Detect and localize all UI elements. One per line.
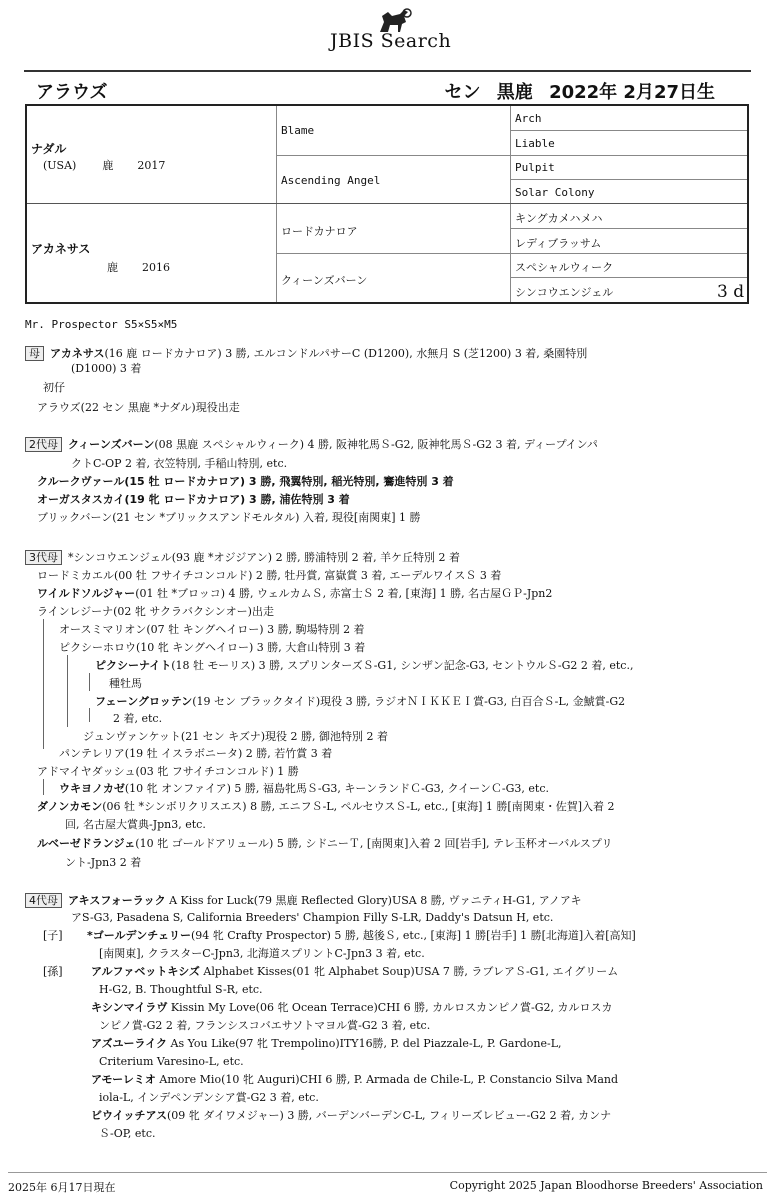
- third-dam-text: (19 セン ブラックタイド)現役 3 勝, ラジオＮＩＫＫＥＩ賞-G3, 白百合Ｓ-L, 金鯱賞-G2: [192, 695, 626, 708]
- third-dam-text: アドマイヤダッシュ(03 牝 フサイチコンコルド) 1 勝: [37, 765, 299, 778]
- third-dam-text: ラインレジーナ(02 牝 サクラバクシンオー)出走: [37, 605, 274, 618]
- fourth-dam-name: アモーレミオ: [91, 1073, 156, 1086]
- pedigree-gen3-cell: Liable: [515, 137, 555, 150]
- pedigree-gen2-cell: Blame: [281, 124, 315, 137]
- pedigree-gen3-cell: スペシャルウィーク: [515, 261, 614, 274]
- sire-year: 2017: [137, 159, 166, 172]
- fourth-dam-text: Kissin My Love(06 牝 Ocean Terrace)CHI 6 勝, カルロスカンピノ賞-G2, カルロスカ: [167, 1001, 613, 1014]
- dam-line-name: アカネサス: [50, 347, 105, 360]
- fourth-dam-text: アS-G3, Pasadena S, California Breeders' Champion Filly S-LR, Daddy's Datsun H, etc.: [71, 911, 554, 924]
- fourth-dam-text: As You Like(97 牝 Trempolino)ITY16勝, P. del Piazzale-L, P. Gardone-L,: [167, 1037, 562, 1050]
- sire-color: 鹿: [102, 159, 114, 172]
- third-dam-text: オースミマリオン(07 牡 キングヘイロー) 3 勝, 駒場特別 2 着: [59, 623, 365, 636]
- third-dam-name: フェーングロッテン: [95, 695, 193, 708]
- dam-line-text: アラウズ(22 セン 黒鹿 *ナダル)現役出走: [37, 401, 240, 414]
- second-dam-text: クルークヴァール(15 牡 ロードカナロア) 3 勝, 飛翼特別, 稲光特別, 鶱進特別 3 着: [37, 475, 454, 488]
- second-dam-text: クトC-OP 2 着, 衣笠特別, 手稲山特別, etc.: [71, 457, 288, 470]
- inbreeding-note: Mr. Prospector S5×S5×M5: [25, 318, 178, 331]
- horse-birthdate: 2022年 2月27日生: [549, 82, 715, 103]
- jbis-logo: [330, 8, 460, 52]
- offspring-tag: [子]: [43, 929, 63, 942]
- fourth-dam-text: Alphabet Kisses(01 牝 Alphabet Soup)USA 7 勝, ラブレアＳ-G1, エイグリーム: [199, 965, 619, 978]
- fourth-dam-name: アキスフォーラック: [68, 894, 166, 907]
- third-dam-text: 2 着, etc.: [113, 712, 163, 725]
- report-date: 2025年 6月17日現在: [8, 1181, 116, 1194]
- third-dam-text: (10 牝 オンファイア) 5 勝, 福島牝馬Ｓ-G3, キーンランドＣ-G3, クイーンＣ-G3, etc.: [124, 782, 549, 795]
- fourth-dam-text: A Kiss for Luck(79 黒鹿 Reflected Glory)USA 8 勝, ヴァニティH-G1, アノアキ: [165, 894, 582, 907]
- fourth-dam-text: Ｓ-OP, etc.: [99, 1127, 156, 1140]
- third-dam-text: (18 牡 モーリス) 3 勝, スプリンターズＳ-G1, シンザン記念-G3, セントウルＳ-G2 2 着, etc.,: [171, 659, 634, 672]
- third-dam-text: ジュンヴァンケット(21 セン キズナ)現役 2 勝, 御池特別 2 着: [83, 730, 389, 743]
- footer-divider: [8, 1172, 767, 1173]
- fourth-dam-name: *ゴールデンチェリー: [87, 929, 191, 942]
- fourth-dam-name: アルファベットキシズ: [91, 965, 200, 978]
- third-dam-name: ピクシーナイト: [95, 659, 172, 672]
- section-tag: 3代母: [25, 550, 62, 565]
- fourth-dam-name: アズユーライク: [91, 1037, 168, 1050]
- section-tag: 母: [25, 346, 44, 361]
- pedigree-gen2-cell: クィーンズバーン: [281, 274, 368, 287]
- third-dam-text: パンテレリア(19 牡 イスラボニータ) 2 勝, 若竹賞 3 着: [59, 747, 333, 760]
- section-tag: 4代母: [25, 893, 62, 908]
- third-dam-name: ダノンカモン: [37, 800, 103, 813]
- dam-line-text: 初仔: [43, 381, 65, 394]
- third-dam-text: (01 牡 *ブロッコ) 4 勝, ウェルカムＳ, 赤富士Ｓ 2 着, [東海] 1 勝, 名古屋ＧＰ-Jpn2: [135, 587, 553, 600]
- sire-origin: (USA): [43, 159, 77, 172]
- family-number: 3 d: [717, 282, 745, 302]
- fourth-dam-text: ンピノ賞-G2 2 着, フランシスコバエサソトマヨル賞-G2 3 着, etc.: [99, 1019, 431, 1032]
- pedigree-gen3-cell: レディブラッサム: [515, 237, 602, 250]
- fourth-dam-text: (94 牝 Crafty Prospector) 5 勝, 越後Ｓ, etc., [東海] 1 勝[岩手] 1 勝[北海道]入着[高知]: [190, 929, 636, 942]
- fourth-dam-text: [南関東], クラスターC-Jpn3, 北海道スプリントC-Jpn3 3 着, etc.: [99, 947, 425, 960]
- fourth-dam-text: Amore Mio(10 牝 Auguri)CHI 6 勝, P. Armada de Chile-L, P. Constancio Silva Mand: [155, 1073, 619, 1086]
- dam-year: 2016: [142, 261, 170, 274]
- third-dam-text: (06 牡 *シンボリクリスエス) 8 勝, エニフＳ-L, ペルセウスＳ-L, etc., [東海] 1 勝[南関東・佐賀]入着 2: [102, 800, 615, 813]
- third-dam-text: 種牡馬: [109, 677, 142, 690]
- pedigree-gen3-cell: キングカメハメハ: [515, 212, 603, 225]
- dam-line-text: (16 鹿 ロードカナロア) 3 勝, エルコンドルパサーC (D1200), 水無月 S (芝1200) 3 着, 桑園特別: [104, 347, 588, 360]
- horse-name: アラウズ: [36, 82, 108, 103]
- header-divider: [24, 70, 751, 72]
- logo-text: JBIS Search: [330, 30, 452, 52]
- section-tag: 2代母: [25, 437, 62, 452]
- third-dam-text: 回, 名古屋大賞典-Jpn3, etc.: [65, 818, 206, 831]
- fourth-dam-name: キシンマイラヴ: [91, 1001, 168, 1014]
- third-dam-text: *シンコウエンジェル(93 鹿 *オジジアン) 2 勝, 勝浦特別 2 着, 羊ケ丘特別 2 着: [68, 551, 461, 564]
- dam-name: アカネサス: [31, 242, 91, 256]
- pedigree-sire: [31, 140, 165, 173]
- fourth-dam-text: H-G2, B. Thoughtful S-R, etc.: [99, 983, 263, 996]
- second-dam-text: オーガスタスカイ(19 牝 ロードカナロア) 3 勝, 浦佐特別 3 着: [37, 493, 350, 506]
- third-dam-name: ウキヨノカゼ: [59, 782, 125, 795]
- second-dam-text: ブリックバーン(21 セン *ブリックスアンドモルタル) 入着, 現役[南関東] 1 勝: [37, 511, 421, 524]
- third-dam-text: ピクシーホロウ(10 牝 キングヘイロー) 3 勝, 大倉山特別 3 着: [59, 641, 366, 654]
- third-dam-name: ワイルドソルジャー: [37, 587, 136, 600]
- fourth-dam-text: (09 牝 ダイワメジャー) 3 勝, バーデンバーデンC-L, フィリーズレビュー-G2 2 着, カンナ: [167, 1109, 612, 1122]
- fourth-dam-text: Criterium Varesino-L, etc.: [99, 1055, 244, 1068]
- dam-line-text: (D1000) 3 着: [71, 362, 142, 375]
- third-dam-text: ント-Jpn3 2 着: [65, 856, 142, 869]
- third-dam-text: (10 牝 ゴールドアリュール) 5 勝, シドニーＴ, [南関東]入着 2 回[岩手], テレ玉杯オーバルスプリ: [135, 837, 613, 850]
- grandchild-tag: [孫]: [43, 965, 63, 978]
- fourth-dam-text: iola-L, インデペンデンシア賞-G2 3 着, etc.: [99, 1091, 319, 1104]
- pedigree-table: [25, 104, 749, 304]
- copyright: Copyright 2025 Japan Bloodhorse Breeders' Association: [449, 1179, 763, 1192]
- pedigree-gen2-cell: ロードカナロア: [281, 225, 358, 238]
- horse-color: 黒鹿: [496, 82, 533, 103]
- pedigree-gen2-cell: Ascending Angel: [281, 174, 381, 187]
- dam-color: 鹿: [107, 261, 118, 274]
- pedigree-gen3-cell: シンコウエンジェル: [515, 286, 614, 299]
- pedigree-gen3-cell: Arch: [515, 112, 542, 125]
- horse-sex: セン: [444, 82, 481, 103]
- pedigree-dam: [31, 240, 170, 275]
- fourth-dam-name: ビウイッチアス: [91, 1109, 168, 1122]
- second-dam-text: (08 黒鹿 スペシャルウィーク) 4 勝, 阪神牝馬Ｓ-G2, 阪神牝馬Ｓ-G2 3 着, ディープインパ: [154, 438, 598, 451]
- sire-name: ナダル: [31, 142, 67, 156]
- pedigree-gen3-cell: Solar Colony: [515, 186, 595, 199]
- pedigree-gen3-cell: Pulpit: [515, 161, 555, 174]
- second-dam-name: クィーンズバーン: [68, 438, 155, 451]
- third-dam-text: ロードミカエル(00 牡 フサイチコンコルド) 2 勝, 牡丹賞, 富嶽賞 3 着, エーデルワイスＳ 3 着: [37, 569, 502, 582]
- horse-info: [435, 78, 716, 104]
- third-dam-name: ルベーゼドランジェ: [37, 837, 136, 850]
